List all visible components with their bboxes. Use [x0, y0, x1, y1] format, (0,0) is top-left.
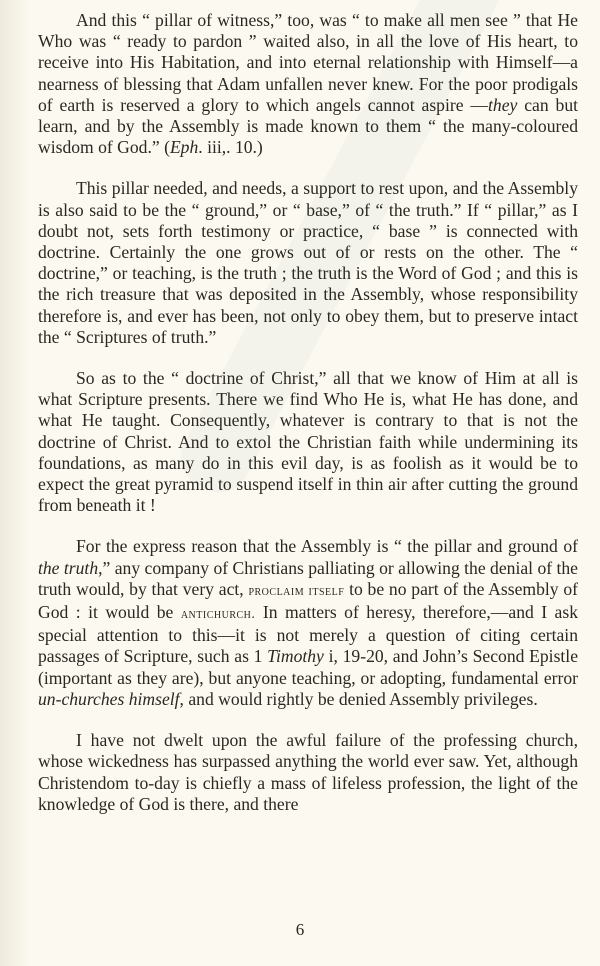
text-segment-normal: So as to the “ doctrine of Christ,” all that we know of Him at all is what Scripture presents. There we find Who He is, what He has done, and what He taught. Consequently, whatever is contrary to that is not the doctrine of Christ. And to extol the Christian faith while undermining its foundations, as many do in this evil day, is as foolish as it would be to expect the great pyramid to suspend itself in thin air after cutting the ground from beneath it !: [38, 368, 578, 516]
text-segment-normal: i, 19-20, and John’s Second Epistle (important as they are), but anyone teaching, or adopting, fundamental error: [38, 646, 578, 688]
text-segment-normal: ,” any company of Christians palliating or allowing the denial of the truth would, by that very act,: [38, 557, 578, 599]
text-segment-normal: . iii,. 10.): [198, 137, 263, 158]
text-segment-normal: For the express reason that the Assembly is “ the pillar and ground of: [76, 536, 578, 557]
text-segment-normal: to be no part of the Assembly of God : it would be: [38, 578, 578, 623]
text-segment-italic: the truth: [38, 557, 99, 578]
text-segment-normal: can but learn, and by the Assembly is made known to them “ the many-coloured wisdom of God.” (: [38, 94, 579, 158]
paragraph-2: [38, 178, 578, 348]
text-segment-normal: , and would rightly be denied Assembly privileges.: [179, 688, 538, 709]
text-segment-normal: I have not dwelt upon the awful failure of the professing church, whose wickedness has surpassed anything the world ever saw. Yet, although Christendom to-day is chiefly a mass of lifeless profession, the light of the knowledge of God is there, and there: [38, 730, 578, 814]
text-segment-normal: This pillar needed, and needs, a support to rest upon, and the Assembly is also said to be the “ ground,” or “ base,” of “ the truth.” If “ pillar,” as I doubt not, sets forth testimony or practice, “ base ” is connected with doctrine. Certainly the one grows out of or rests on the other. The “ doctrine,” or teaching, is the truth ; the truth is the Word of God ; and this is the rich treasure that was deposited in the Assembly, whose responsibility therefore is, and ever has been, not only to obey them, but to preserve intact the “ Scriptures of truth.”: [38, 178, 578, 347]
text-segment-smallcaps: proclaim itself: [248, 583, 345, 599]
text-segment-italic: they: [488, 94, 518, 115]
text-segment-italic: Timothy: [267, 646, 324, 667]
text-segment-normal: In matters of heresy, therefore,—and I ask special attention to this—it is not merely a question of citing certain passages of Scripture, such as 1: [38, 602, 579, 667]
text-segment-italic: Eph: [169, 137, 199, 158]
paragraph-3: [38, 368, 578, 516]
paragraph-5: [38, 730, 578, 815]
text-segment-italic: un-churches himself: [38, 688, 180, 709]
document-page: [38, 10, 578, 835]
text-segment-normal: And this “ pillar of witness,” too, was “ to make all men see ” that He Who was “ ready to pardon ” waited also, in all the love of His heart, to receive into His Habitation, and into eternal relationship with Himself—a nearness of blessing that Adam unfallen never knew. For the poor prodigals of earth is reserved a glory to which angels cannot aspire —: [38, 10, 578, 115]
page-edge-shadow: [0, 0, 30, 966]
paragraph-4: [38, 536, 578, 710]
text-segment-smallcaps: antichurch.: [180, 607, 256, 623]
page-number: 6: [295, 920, 305, 939]
paragraph-1: [38, 10, 578, 158]
